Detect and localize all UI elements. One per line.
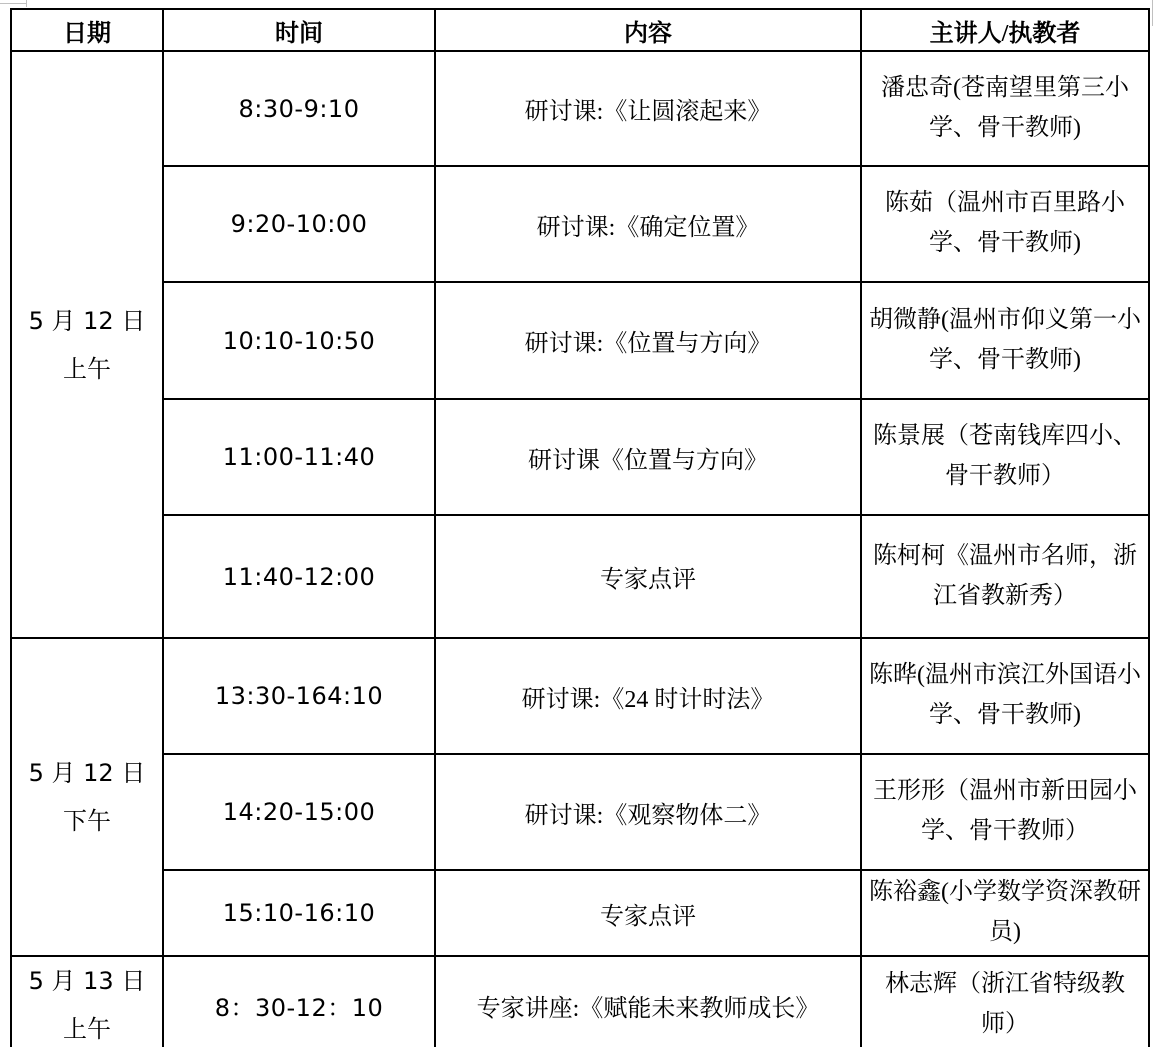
- content-cell: 研讨课:《24 时计时法》: [435, 638, 861, 754]
- table-row: [11, 515, 1149, 638]
- speaker-cell: 胡微静(温州市仰义第一小学、骨干教师): [861, 282, 1149, 399]
- date-line1: 5 月 13 日: [28, 967, 146, 995]
- time-cell: 11:40-12:00: [163, 515, 435, 638]
- date-cell: [11, 638, 163, 956]
- time-cell: 15:10-16:10: [163, 870, 435, 956]
- speaker-cell: 陈茹（温州市百里路小学、骨干教师): [861, 166, 1149, 282]
- page-edge-artifact-horizontal: [0, 3, 26, 4]
- table-row: [11, 51, 1149, 166]
- content-cell: 专家讲座:《赋能未来教师成长》: [435, 956, 861, 1047]
- speaker-cell: 陈晔(温州市滨江外国语小学、骨干教师): [861, 638, 1149, 754]
- speaker-cell: 陈裕鑫(小学数学资深教研员): [861, 870, 1149, 956]
- time-cell: 10:10-10:50: [163, 282, 435, 399]
- time-cell: 8:30-9:10: [163, 51, 435, 166]
- table-row: [11, 638, 1149, 754]
- speaker-cell: 陈景展（苍南钱库四小、骨干教师）: [861, 399, 1149, 515]
- table-row: [11, 282, 1149, 399]
- speaker-cell: 王形形（温州市新田园小学、骨干教师）: [861, 754, 1149, 870]
- content-cell: 研讨课《位置与方向》: [435, 399, 861, 515]
- header-cell-date: 日期: [11, 9, 163, 51]
- time-cell: 9:20-10:00: [163, 166, 435, 282]
- page-edge-artifact-vertical-left: [26, 0, 27, 7]
- header-cell-speaker: 主讲人/执教者: [861, 9, 1149, 51]
- table-row: [11, 956, 1149, 1047]
- date-cell: [11, 51, 163, 638]
- content-cell: 专家点评: [435, 515, 861, 638]
- time-cell: 11:00-11:40: [163, 399, 435, 515]
- header-cell-content: 内容: [435, 9, 861, 51]
- content-cell: 专家点评: [435, 870, 861, 956]
- schedule-table: [10, 8, 1150, 1047]
- time-cell: 14:20-15:00: [163, 754, 435, 870]
- table-row: [11, 754, 1149, 870]
- date-line2: 下午: [63, 807, 111, 835]
- content-cell: 研讨课:《确定位置》: [435, 166, 861, 282]
- content-cell: 研讨课:《位置与方向》: [435, 282, 861, 399]
- header-row: [11, 9, 1149, 51]
- table-row: [11, 166, 1149, 282]
- content-cell: 研讨课:《让圆滚起来》: [435, 51, 861, 166]
- date-line2: 上午: [63, 354, 111, 383]
- date-line1: 5 月 12 日: [28, 306, 146, 335]
- date-line2: 上午: [63, 1015, 111, 1043]
- table-row: [11, 870, 1149, 956]
- table-row: [11, 399, 1149, 515]
- speaker-cell: 潘忠奇(苍南望里第三小学、骨干教师): [861, 51, 1149, 166]
- header-cell-time: 时间: [163, 9, 435, 51]
- date-cell: [11, 956, 163, 1047]
- content-cell: 研讨课:《观察物体二》: [435, 754, 861, 870]
- time-cell: 8：30-12：10: [163, 956, 435, 1047]
- speaker-cell: 林志辉（浙江省特级教师）: [861, 956, 1149, 1047]
- page-edge-artifact-vertical-right: [1152, 0, 1153, 26]
- date-line1: 5 月 12 日: [28, 759, 146, 787]
- time-cell: 13:30-164:10: [163, 638, 435, 754]
- speaker-cell: 陈柯柯《温州市名师，浙江省教新秀）: [861, 515, 1149, 638]
